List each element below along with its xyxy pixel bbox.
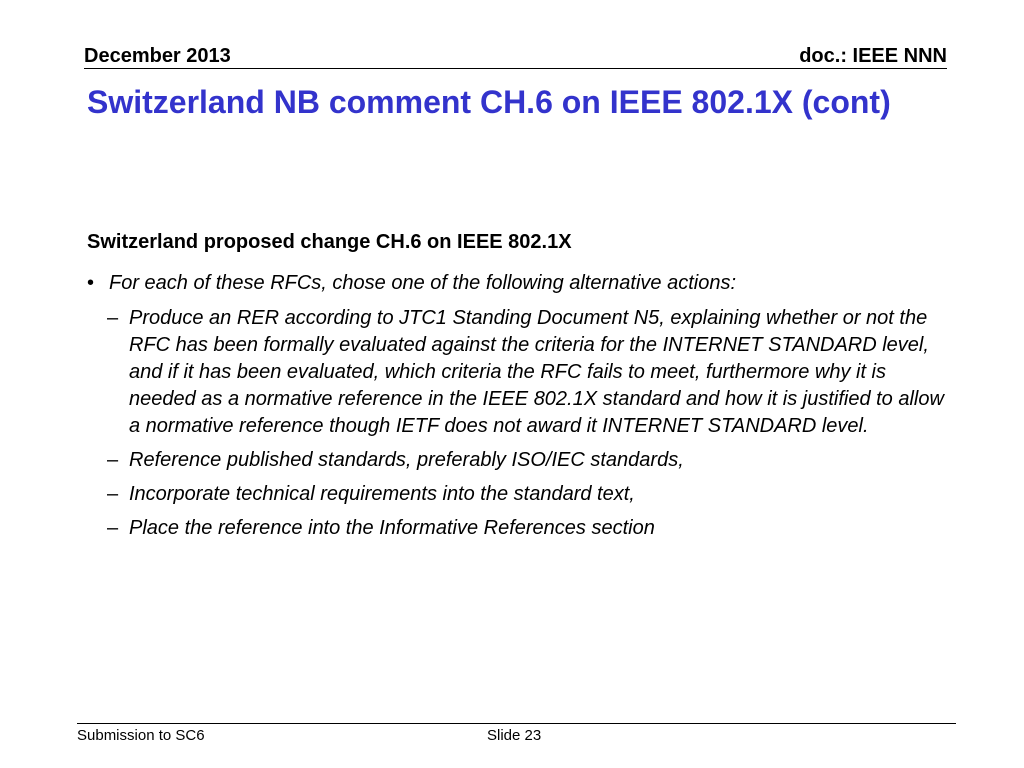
- sub-item-incorporate-requirements: [107, 481, 947, 508]
- dash-marker: –: [107, 483, 119, 505]
- sub-item-reference-standards: [107, 447, 947, 474]
- sub-item-text: Place the reference into the Informative References section: [129, 517, 655, 539]
- footer-slide-number: Slide 23: [487, 727, 542, 744]
- slide-title: Switzerland NB comment CH.6 on IEEE 802.1X (cont): [87, 84, 891, 120]
- dash-marker: –: [107, 517, 119, 539]
- sub-item-informative-references: [107, 515, 947, 542]
- bullet-item: [87, 269, 736, 297]
- bullet-marker: •: [87, 272, 95, 294]
- header-doc-id: doc.: IEEE NNN: [799, 45, 947, 67]
- bullet-text: For each of these RFCs, chose one of the following alternative actions:: [109, 272, 737, 294]
- sub-item-text: Produce an RER according to JTC1 Standing Document N5, explaining whether or not the RFC has been formally evaluated against the criteria for the INTERNET STANDARD level, and if it has been evaluated, which criteria the RFC fails to meet, furthermore why it is needed as a normative reference in the IEEE 802.1X standard and how it is justified to allow a normative reference though IETF does not award it INTERNET STANDARD level.: [129, 307, 944, 437]
- footer-divider: [77, 723, 956, 724]
- sub-item-produce-rer: [107, 305, 947, 440]
- proposed-change-heading: Switzerland proposed change CH.6 on IEEE 802.1X: [87, 231, 572, 253]
- alternative-actions-list: [107, 305, 947, 549]
- dash-marker: –: [107, 449, 119, 471]
- header-divider: [84, 68, 947, 69]
- sub-item-text: Reference published standards, preferably ISO/IEC standards,: [129, 449, 684, 471]
- dash-marker: –: [107, 307, 119, 329]
- sub-item-text: Incorporate technical requirements into the standard text,: [129, 483, 635, 505]
- header-date: December 2013: [84, 45, 231, 67]
- footer-submission: Submission to SC6: [77, 727, 205, 744]
